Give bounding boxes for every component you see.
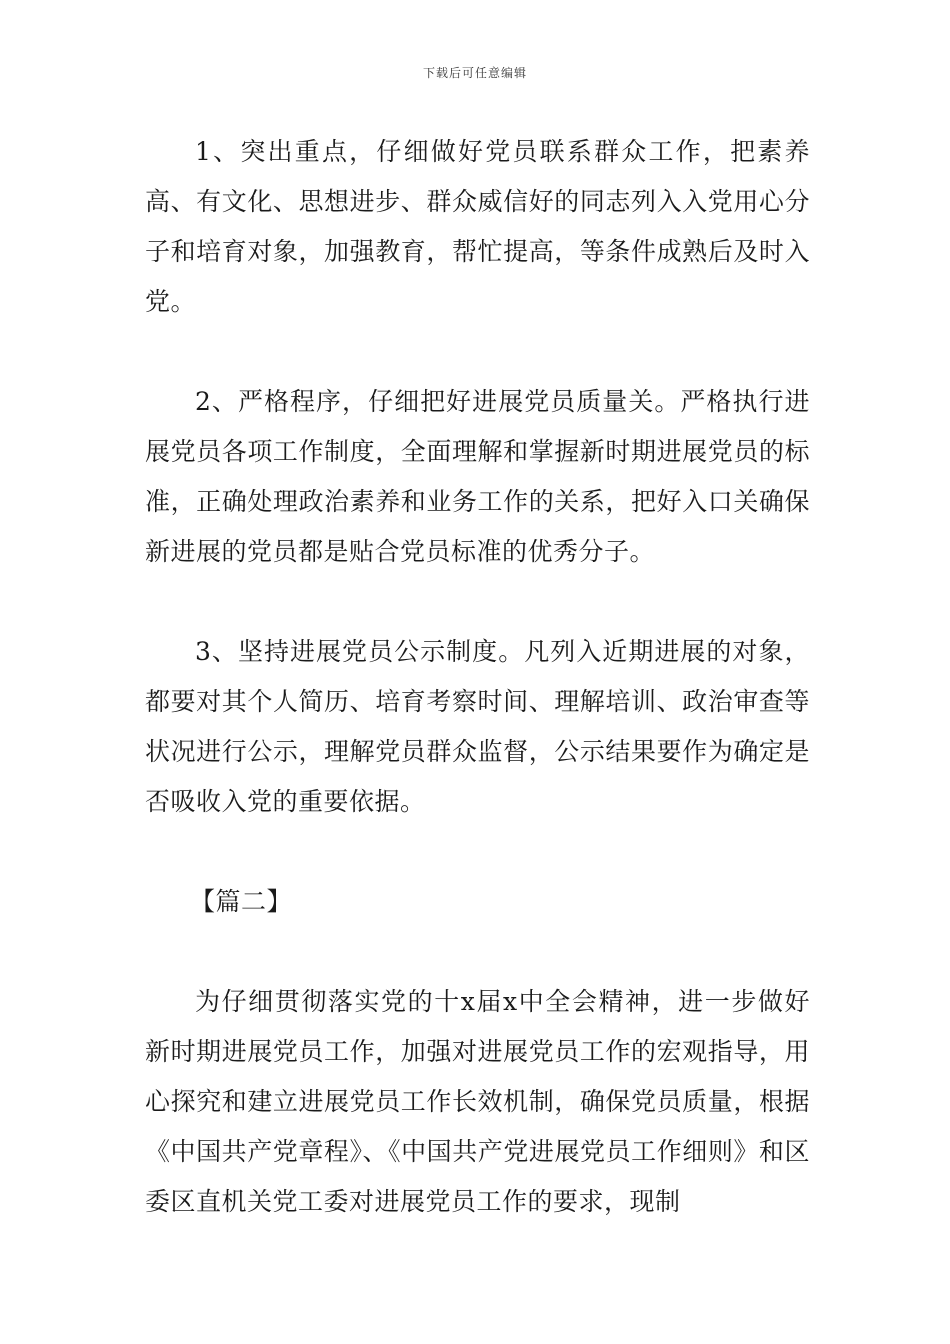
paragraph-3: 3、坚持进展党员公示制度。凡列入近期进展的对象，都要对其个人简历、培育考察时间、理解培训、政治审查等状况进行公示，理解党员群众监督，公示结果要作为确定是否吸收入党的重要依据。 <box>145 637 810 816</box>
section-heading: 【篇二】 <box>190 887 293 916</box>
document-body <box>145 127 810 1227</box>
paragraph-2: 2、严格程序，仔细把好进展党员质量关。严格执行进展党员各项工作制度，全面理解和掌握新时期进展党员的标准，正确处理政治素养和业务工作的关系，把好入口关确保新进展的党员都是贴合党员标准的优秀分子。 <box>145 387 810 566</box>
paragraph-4: 为仔细贯彻落实党的十x届x中全会精神，进一步做好新时期进展党员工作，加强对进展党员工作的宏观指导，用心探究和建立进展党员工作长效机制，确保党员质量，根据《中国共产党章程》、《中国共产党进展党员工作细则》和区委区直机关党工委对进展党员工作的要求，现制 <box>145 987 810 1216</box>
paragraph-gap <box>145 927 810 977</box>
paragraph-gap <box>145 827 810 877</box>
page-header: 下载后可任意编辑 <box>422 66 527 80</box>
paragraph-1: 1、突出重点，仔细做好党员联系群众工作，把素养高、有文化、思想进步、群众威信好的同志列入入党用心分子和培育对象，加强教育，帮忙提高，等条件成熟后及时入党。 <box>145 137 810 316</box>
paragraph-gap <box>145 327 810 377</box>
paragraph-gap <box>145 577 810 627</box>
